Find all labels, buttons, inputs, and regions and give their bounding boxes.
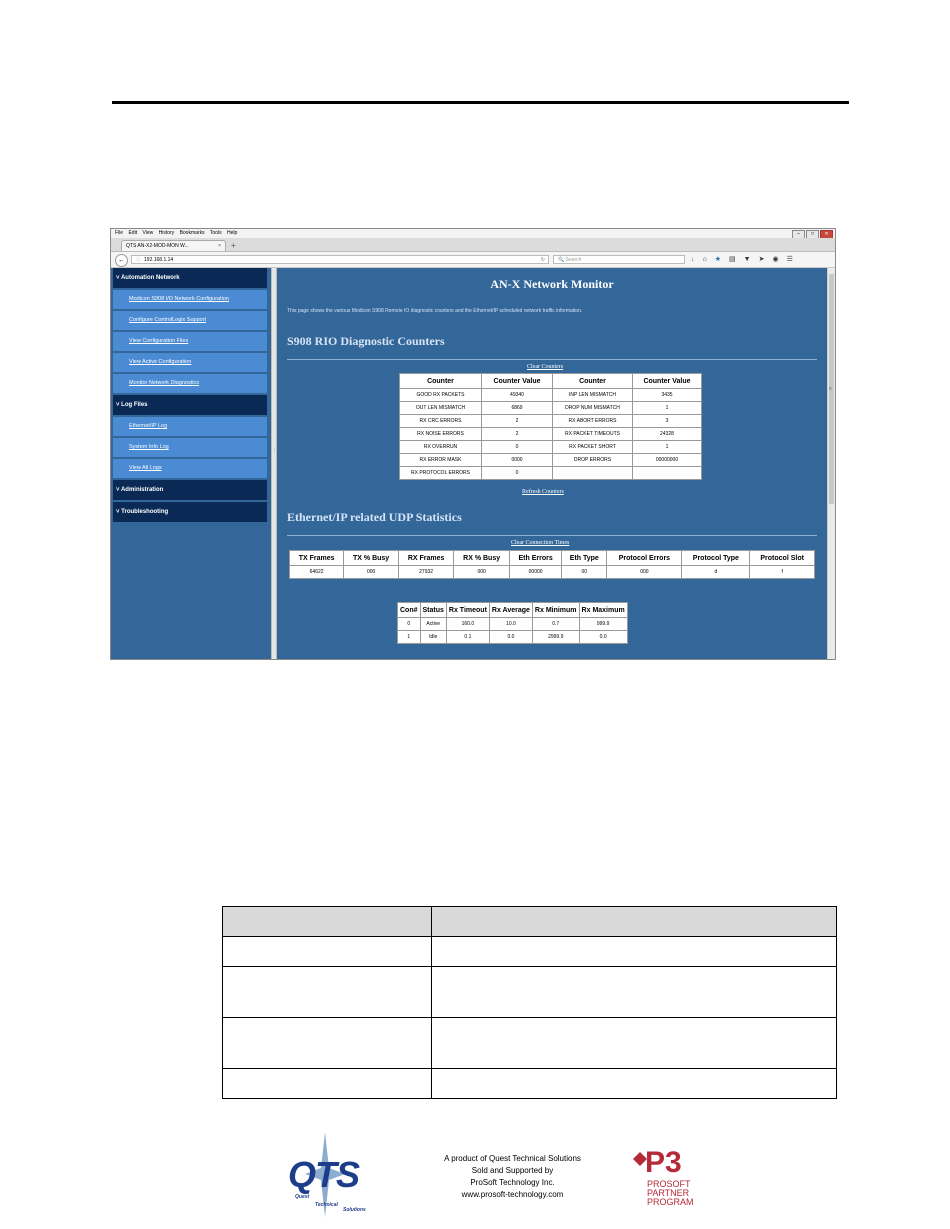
sidebar-item-system-info-log[interactable]: System Info Log	[113, 438, 267, 457]
menu-file[interactable]: File	[115, 230, 124, 236]
bookmark-star-icon[interactable]: ★	[714, 256, 722, 263]
scroll-grip-icon: ≡	[829, 386, 832, 392]
doc-cell	[432, 937, 837, 967]
udp-header-row	[290, 551, 815, 566]
cell: 00000000	[633, 454, 702, 467]
col-header: Protocol Slot	[750, 551, 815, 566]
cell: f	[750, 566, 815, 579]
cell: 000	[454, 566, 510, 579]
nav-bar	[111, 252, 835, 268]
cell: Active	[420, 618, 446, 631]
cell: RX ERROR MASK	[400, 454, 482, 467]
menu-bookmarks[interactable]: Bookmarks	[179, 230, 205, 236]
doc-cell	[432, 967, 837, 1018]
pocket-icon[interactable]: ▼	[743, 256, 751, 263]
footer-line: www.prosoft-technology.com	[461, 1190, 564, 1199]
menu-history[interactable]: History	[158, 230, 175, 236]
cell: RX OVERRUN	[400, 441, 482, 454]
cell: 24328	[633, 428, 702, 441]
cell: DROP NUM MISMATCH	[553, 402, 633, 415]
col-header: Rx Minimum	[532, 603, 579, 618]
maximize-icon[interactable]: □	[806, 230, 819, 239]
footer-line: A product of Quest Technical Solutions	[444, 1154, 581, 1163]
cell: 0	[482, 441, 553, 454]
cell	[553, 467, 633, 480]
cell: 000	[344, 566, 399, 579]
cell: GOOD RX PACKETS	[400, 389, 482, 402]
cell: 2	[482, 415, 553, 428]
browser-window	[110, 228, 836, 660]
sidebar-item-ethernetip-log[interactable]: Ethernet/IP Log	[113, 417, 267, 436]
new-tab-icon[interactable]: +	[231, 241, 236, 250]
home-icon[interactable]: ⌂	[702, 256, 707, 263]
doc-table-row	[223, 1018, 837, 1069]
reload-icon[interactable]: ↻	[540, 257, 545, 263]
sidebar-item-s908-config[interactable]: Modicon S908 I/O Network Configuration	[113, 290, 267, 309]
rio-heading: S908 RIO Diagnostic Counters	[287, 334, 445, 348]
main-frame	[277, 268, 827, 659]
refresh-counters-link[interactable]: Refresh Counters	[522, 489, 564, 495]
cell: 0	[482, 467, 553, 480]
doc-table-row	[223, 937, 837, 967]
sidebar-section-administration[interactable]: ˅ Administration	[113, 480, 267, 500]
counters-header-row	[400, 374, 702, 389]
cell: Idle	[420, 631, 446, 644]
col-header: Rx Average	[489, 603, 532, 618]
search-input[interactable]: 🔍 Search	[553, 255, 685, 264]
qts-logo-sub: Technical	[315, 1202, 338, 1208]
sidebar-section-automation-network[interactable]: ˅ Automation Network	[113, 268, 267, 288]
cell: 0	[398, 618, 421, 631]
col-header: Status	[420, 603, 446, 618]
cell: 00	[562, 566, 607, 579]
cell	[633, 467, 702, 480]
sync-icon[interactable]: ◉	[772, 256, 779, 263]
p3-logo-line: PROSOFT	[647, 1179, 691, 1189]
p3-logo-line: PARTNER	[647, 1188, 690, 1198]
menu-help[interactable]: Help	[226, 230, 238, 236]
menu-view[interactable]: View	[142, 230, 154, 236]
table-row	[400, 454, 702, 467]
doc-cell	[432, 1069, 837, 1099]
p3-logo-text: P3	[645, 1146, 682, 1179]
cell: 2	[482, 428, 553, 441]
sidebar-item-config-files[interactable]: View Configuration Files	[113, 332, 267, 351]
table-row	[400, 415, 702, 428]
cell: OUT LEN MISMATCH	[400, 402, 482, 415]
col-header: TX % Busy	[344, 551, 399, 566]
back-icon[interactable]: ←	[115, 254, 128, 267]
footer-line: ProSoft Technology Inc.	[470, 1178, 555, 1187]
hamburger-menu-icon[interactable]: ☰	[786, 256, 793, 263]
col-header: Con#	[398, 603, 421, 618]
col-header: RX % Busy	[454, 551, 510, 566]
divider	[287, 535, 817, 536]
cell: 0000	[482, 454, 553, 467]
cell: 49340	[482, 389, 553, 402]
doc-table-row	[223, 967, 837, 1018]
cell: INP LEN MISMATCH	[553, 389, 633, 402]
cell: DROP ERRORS	[553, 454, 633, 467]
col-header: RX Frames	[398, 551, 453, 566]
sidebar-section-troubleshooting[interactable]: ˅ Troubleshooting	[113, 502, 267, 522]
send-icon[interactable]: ➤	[758, 256, 765, 263]
cell: 3435	[633, 389, 702, 402]
tab-close-icon[interactable]: ×	[218, 243, 221, 249]
cell: 999.9	[579, 618, 627, 631]
cell: 1	[633, 441, 702, 454]
prosoft-partner-logo	[633, 1146, 723, 1210]
cell: RX PROTOCOL ERRORS	[400, 467, 482, 480]
doc-cell	[223, 1018, 432, 1069]
counters-table	[399, 373, 702, 480]
table-row	[400, 441, 702, 454]
menu-bar	[111, 229, 835, 238]
cell: 3	[633, 415, 702, 428]
doc-header-cell	[223, 907, 432, 937]
cell: RX CRC ERRORS	[400, 415, 482, 428]
doc-header-cell	[432, 907, 837, 937]
col-header: Counter Value	[633, 374, 702, 389]
toolbar-icons	[691, 254, 793, 265]
page-description: This page shows the various Modicon S908 Remote IO diagnostic counters and the Ethernet/IP scheduled network traffic information.	[287, 308, 583, 314]
page-title: AN-X Network Monitor	[490, 277, 614, 291]
qts-logo	[285, 1132, 385, 1217]
info-icon: ⓘ	[136, 257, 142, 263]
col-header: Counter	[400, 374, 482, 389]
cell: RX NOISE ERRORS	[400, 428, 482, 441]
col-header: Protocol Type	[682, 551, 750, 566]
url-input[interactable]	[131, 255, 549, 264]
cell: 1	[398, 631, 421, 644]
cell: RX ABORT ERRORS	[553, 415, 633, 428]
cell: 0.0	[579, 631, 627, 644]
cell: RX PACKET SHORT	[553, 441, 633, 454]
col-header: Protocol Errors	[607, 551, 682, 566]
cell: 10.0	[489, 618, 532, 631]
table-row	[400, 389, 702, 402]
page-content	[111, 268, 835, 659]
close-icon[interactable]: ✕	[820, 230, 833, 239]
cell: 2999.9	[532, 631, 579, 644]
cell: 160.0	[446, 618, 489, 631]
search-placeholder: Search	[565, 257, 582, 263]
divider	[287, 359, 817, 360]
cell: 000	[607, 566, 682, 579]
cell: 27932	[398, 566, 453, 579]
col-header: Counter Value	[482, 374, 553, 389]
menu-edit[interactable]: Edit	[128, 230, 138, 236]
table-row	[400, 402, 702, 415]
doc-table-header	[223, 907, 837, 937]
url-text: 192.168.1.14	[144, 257, 174, 263]
tab-strip	[111, 238, 835, 252]
doc-table-row	[223, 1069, 837, 1099]
doc-cell	[432, 1018, 837, 1069]
clear-counters-link[interactable]: Clear Counters	[527, 364, 564, 370]
cell: 1	[633, 402, 702, 415]
sidebar-section-log-files[interactable]: ˅ Log Files	[113, 395, 267, 415]
header-rule	[112, 101, 849, 104]
tab-title: QTS AN-X2-MOD-MON W...	[126, 243, 189, 249]
col-header: Eth Errors	[510, 551, 562, 566]
col-header: Rx Timeout	[446, 603, 489, 618]
col-header: Eth Type	[562, 551, 607, 566]
sidebar-item-all-logs[interactable]: View All Logs	[113, 459, 267, 478]
cell: 0.1	[446, 631, 489, 644]
cell: 00000	[510, 566, 562, 579]
doc-cell	[223, 937, 432, 967]
cell: RX PACKET TIMEOUTS	[553, 428, 633, 441]
udp-stats-table	[289, 550, 815, 579]
table-row	[400, 428, 702, 441]
connection-table	[397, 602, 628, 644]
table-row	[398, 618, 628, 631]
qts-logo-text: QTS	[288, 1154, 360, 1195]
browser-tab[interactable]	[121, 240, 226, 251]
qts-logo-sub: Solutions	[343, 1207, 366, 1213]
table-row	[400, 467, 702, 480]
cell: 6869	[482, 402, 553, 415]
splitter-grip-icon: ⋮	[272, 448, 277, 454]
doc-cell	[223, 1069, 432, 1099]
qts-logo-sub: Quest	[295, 1194, 310, 1200]
cell: 64622	[290, 566, 344, 579]
p3-logo-line: PROGRAM	[647, 1197, 694, 1207]
table-row	[290, 566, 815, 579]
col-header: TX Frames	[290, 551, 344, 566]
document-table	[222, 906, 837, 1099]
col-header: Counter	[553, 374, 633, 389]
cell: 0.0	[489, 631, 532, 644]
clipboard-icon[interactable]: ▤	[729, 256, 736, 263]
download-icon[interactable]: ↓	[691, 256, 695, 263]
sidebar-item-active-config[interactable]: View Active Configuration	[113, 353, 267, 372]
menu-tools[interactable]: Tools	[209, 230, 222, 236]
footer-credits	[430, 1153, 595, 1201]
conn-header-row	[398, 603, 628, 618]
udp-heading: Ethernet/IP related UDP Statistics	[287, 510, 462, 524]
table-row	[398, 631, 628, 644]
col-header: Rx Maximum	[579, 603, 627, 618]
cell: 0.7	[532, 618, 579, 631]
clear-connection-times-link[interactable]: Clear Connection Times	[511, 540, 570, 546]
minimize-icon[interactable]: –	[792, 230, 805, 239]
footer-line: Sold and Supported by	[471, 1166, 554, 1175]
sidebar	[113, 268, 267, 659]
cell: d	[682, 566, 750, 579]
sidebar-item-controllogix[interactable]: Configure ControlLogix Support	[113, 311, 267, 330]
vertical-scrollbar[interactable]	[827, 268, 835, 659]
doc-cell	[223, 967, 432, 1018]
sidebar-item-network-diagnostics[interactable]: Monitor Network Diagnostics	[113, 374, 267, 393]
